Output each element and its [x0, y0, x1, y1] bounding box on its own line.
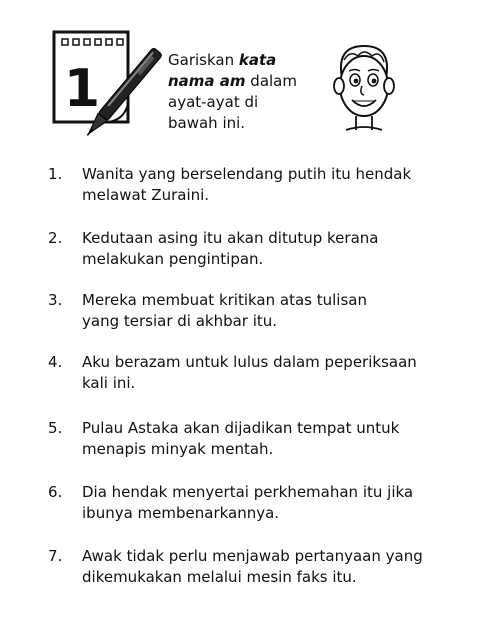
- instruction-line-1: [168, 50, 318, 71]
- worksheet-header: [0, 0, 480, 150]
- question-text-line: yang tersiar di akhbar itu.: [82, 312, 278, 330]
- question-text: [82, 482, 458, 524]
- question-number: 1.: [48, 165, 63, 183]
- question-text-line: Awak tidak perlu menjawab pertanyaan yang: [82, 547, 423, 565]
- instruction-keyword-nama-am: nama am: [168, 72, 246, 90]
- question-number: 6.: [48, 483, 63, 501]
- instruction-text: [168, 50, 318, 134]
- question-text-line: Aku berazam untuk lulus dalam peperiksaan: [82, 353, 417, 371]
- exercise-number: 1: [63, 59, 101, 119]
- instruction-line-2-rest: dalam: [245, 72, 297, 90]
- question-number: 3.: [48, 291, 63, 309]
- question-number: 7.: [48, 547, 63, 565]
- question-text: [82, 352, 458, 394]
- question-text-line: Wanita yang berselendang putih itu hendak: [82, 165, 412, 183]
- instruction-line-4: bawah ini.: [168, 114, 246, 132]
- question-text-line: melawat Zuraini.: [82, 186, 210, 204]
- question-number: 2.: [48, 229, 63, 247]
- pen-icon: [76, 36, 168, 152]
- question-text-line: menapis minyak mentah.: [82, 440, 274, 458]
- question-number: 4.: [48, 353, 63, 371]
- cartoon-boy-face-icon: [328, 38, 400, 136]
- question-text: [82, 290, 458, 332]
- question-text-line: melakukan pengintipan.: [82, 250, 264, 268]
- instruction-line-3: ayat-ayat di: [168, 93, 259, 111]
- question-text-line: Kedutaan asing itu akan ditutup kerana: [82, 229, 379, 247]
- question-text: [82, 164, 458, 206]
- instruction-keyword-kata: kata: [238, 51, 277, 69]
- instruction-lead: Gariskan: [168, 51, 239, 69]
- question-text-line: Dia hendak menyertai perkhemahan itu jika: [82, 483, 414, 501]
- instruction-line-2: [168, 71, 318, 92]
- question-text-line: ibunya membenarkannya.: [82, 504, 280, 522]
- question-text-line: Pulau Astaka akan dijadikan tempat untuk: [82, 419, 400, 437]
- question-text-line: dikemukakan melalui mesin faks itu.: [82, 568, 357, 586]
- question-text: [82, 228, 458, 270]
- question-text: [82, 418, 458, 460]
- question-text-line: Mereka membuat kritikan atas tulisan: [82, 291, 367, 309]
- question-number: 5.: [48, 419, 63, 437]
- question-text-line: kali ini.: [82, 374, 136, 392]
- question-text: [82, 546, 458, 588]
